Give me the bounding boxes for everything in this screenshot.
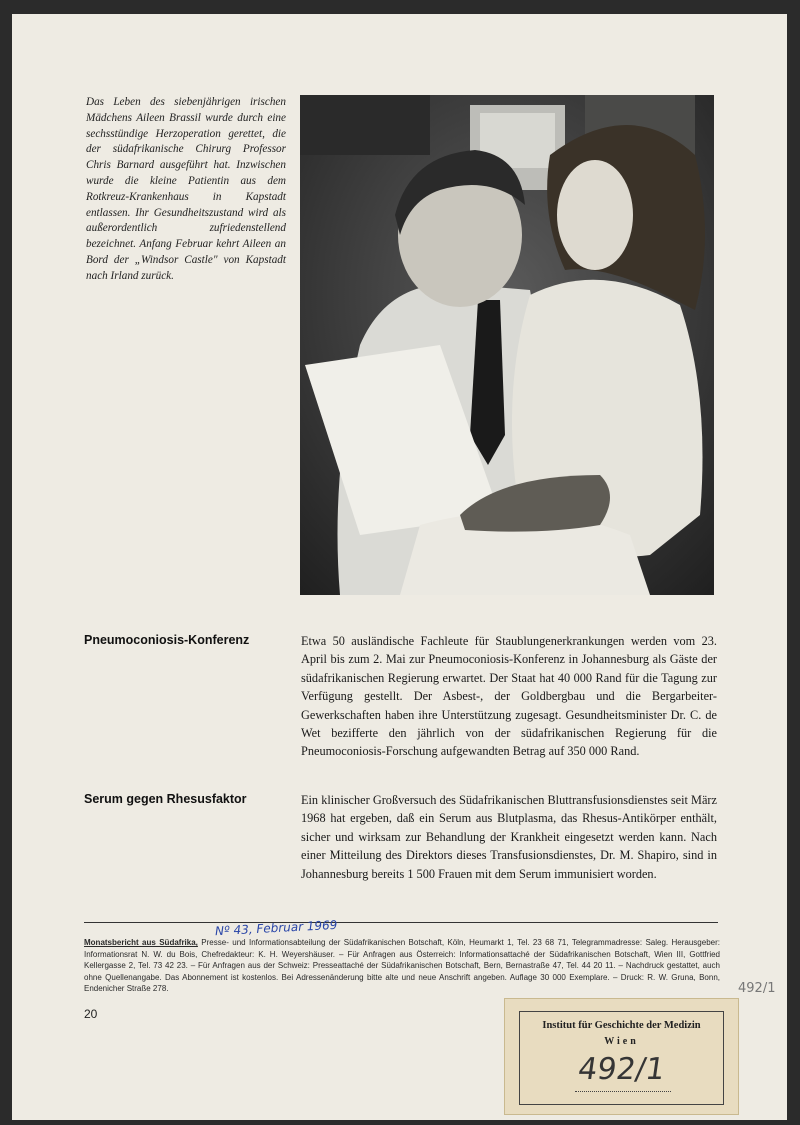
section-title-pneumoconiosis: Pneumoconiosis-Konferenz bbox=[84, 633, 250, 647]
photo-caption: Das Leben des siebenjährigen irischen Mädchens Aileen Brassil wurde durch eine sechsstündige Herzoperation gerettet, die der südafrikanische Chirurg Professor Chris Barnard ausgeführt hat. Inzwischen wurde die kleine Patientin aus dem Rotkreuz-Krankenhaus in Kapstadt entlassen. Ihr Gesundheitszustand wird als außerordentlich zufriedenstellend bezeichnet. Anfang Februar kehrt Aileen an Bord der „Windsor Castle" von Kapstadt nach Irland zurück. bbox=[86, 96, 286, 282]
footer-imprint bbox=[84, 937, 720, 995]
library-stamp bbox=[504, 998, 739, 1115]
section-title-rhesus: Serum gegen Rhesusfaktor bbox=[84, 792, 247, 806]
section-body-rhesus: Ein klinischer Großversuch des Südafrikanischen Bluttransfusionsdienstes seit März 1968 hat ergeben, daß ein Serum aus Blutplasma, das Rhesus-Antikörper enthält, sicher und wirksam zur Behandlung der Krankheit eingesetzt werden kann. Nach einer Mitteilung des Direktors dieses Transfusionsdienstes, Dr. M. Shapiro, sind in Johannesburg bereits 1 500 Frauen mit dem Serum immunisiert worden. bbox=[301, 793, 717, 881]
stamp-underline bbox=[575, 1091, 671, 1093]
publication-name: Monatsbericht aus Südafrika, bbox=[84, 938, 198, 947]
footer-rule bbox=[84, 922, 718, 923]
stamp-institute: Institut für Geschichte der Medizin bbox=[542, 1020, 701, 1031]
imprint-text: Presse- und Informationsabteilung der Südafrikanischen Botschaft, Köln, Heumarkt 1, Tel. 23 68 71, Telegrammadresse: Saleg. Herausgeber: Informationsrat N. W. du Bois, Chefredakteur: K. H. Weyershäuser. – Für Anfragen aus Österreich: Informationsattaché der Südafrikanischen Botschaft, Wien III, Gottfried Kellergasse 2, Tel. 73 42 23. – Für Anfragen aus der Schweiz: Presseattaché der Südafrikanischen Botschaft, Bern, Bernastraße 47, Tel. 44 20 11. – Nachdruck gestattet, auch ohne Quellenangabe. Das Abonnement ist kostenlos. Bei Adressenänderung bitte alte und neue Anschrift angeben. Auflage 30 000 Exemplare. – Druck: R. W. Gruna, Bonn, Endenicher Straße 278. bbox=[84, 938, 720, 994]
handwritten-issue-note: Nº 43, Februar 1969 bbox=[214, 917, 338, 939]
stamp-shelf-number: 492/1 bbox=[575, 1052, 668, 1087]
section-body-pneumoconiosis: Etwa 50 ausländische Fachleute für Staublungenerkrankungen werden vom 23. April bis zum 2. Mai zur Pneumoconiosis-Konferenz in Johannesburg als Gäste der südafrikanischen Regierung erwartet. Der Staat hat 40 000 Rand für die Tagung zur Verfügung gestellt. Der Asbest-, der Goldbergbau und die Bergarbeiter-Gewerkschaften haben ihre Unterstützung zugesagt. Gesundheitsminister Dr. C. de Wet bezifferte den jährlich von der südafrikanischen Regierung für die Pneumoconiosis-Forschung aufgewandten Betrag auf 350 000 Rand. bbox=[301, 634, 717, 759]
stamp-border bbox=[519, 1011, 724, 1105]
photo-barnard-with-girl bbox=[300, 95, 714, 595]
stamp-city: Wien bbox=[604, 1036, 639, 1047]
page-number: 20 bbox=[84, 1007, 98, 1021]
margin-pencil-mark: 492/1 bbox=[738, 981, 776, 996]
